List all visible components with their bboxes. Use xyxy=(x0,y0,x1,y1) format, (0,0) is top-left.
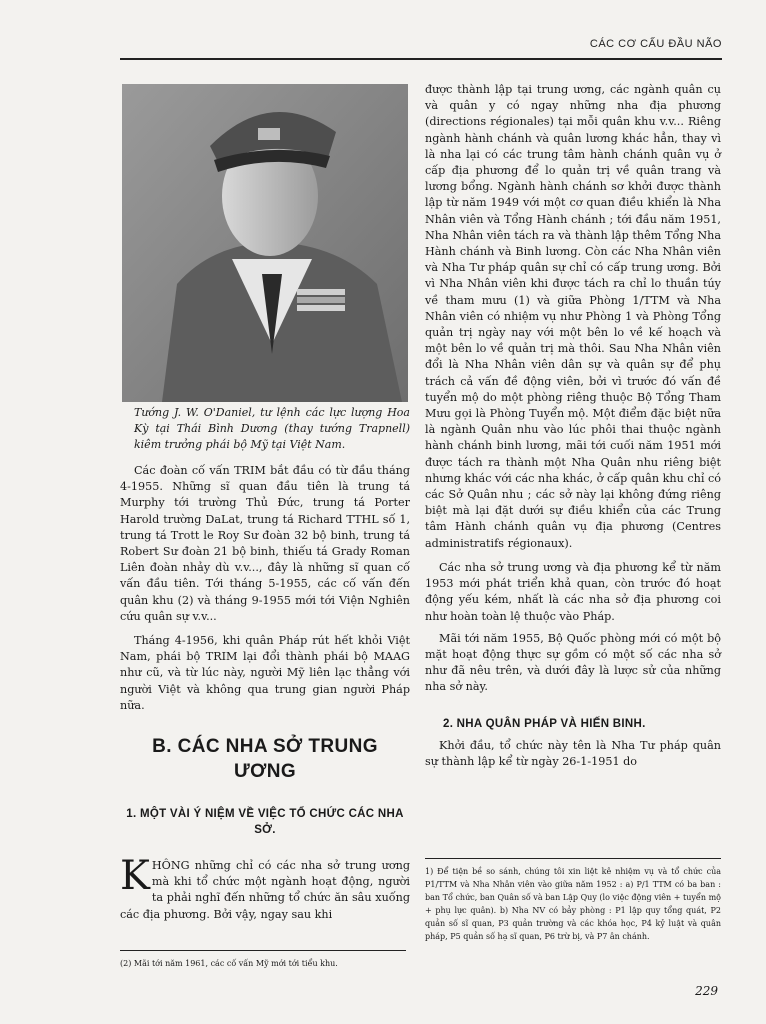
right-footnote-block xyxy=(425,848,721,943)
right-column xyxy=(425,82,721,770)
right-footnote-rule xyxy=(425,858,721,859)
left-footnote: (2) Mãi tới năm 1961, các cố vấn Mỹ mới tới tiểu khu. xyxy=(120,959,338,968)
header-rule xyxy=(120,58,722,60)
left-paragraph-2: Tháng 4-1956, khi quân Pháp rút hết khỏi Việt Nam, phái bộ TRIM lại đổi thành phái bộ MAAG như cũ, và từ lúc này, người Mỹ liên lạc thẳng với người Việt và không qua trung gian người Pháp nữa. xyxy=(120,634,410,712)
left-footnote-block xyxy=(120,940,406,970)
left-paragraph-3 xyxy=(120,853,410,923)
left-column xyxy=(120,84,410,923)
right-footnote: 1) Để tiện bề so sánh, chúng tôi xin liệt kê nhiệm vụ và tổ chức của P1/TTM và Nha Nhân viên vào giữa năm 1952 : a) P/1 TTM có ba ban : ban Tổ chức, ban Quân số và ban Lập Quy (lo việc động viên + tuyển mộ + phụ lực quân). b) Nha NV có bảy phòng : P1 lập quy tổng quát, P2 quản số sĩ quan, P3 quản trường và các khóa học, P4 kỷ luật và quân pháp, P5 quản số hạ sĩ quan, P6 trừ bị, và P7 ân chánh. xyxy=(425,867,721,941)
left-footnote-rule xyxy=(120,950,406,951)
portrait-photo xyxy=(122,84,408,402)
portrait-photo-illustration xyxy=(122,84,408,402)
page-number: 229 xyxy=(695,984,718,998)
photo-caption: Tướng J. W. O'Daniel, tư lệnh các lực lượng Hoa Kỳ tại Thái Bình Dương (thay tướng Trapnell) kiêm trưởng phái bộ Mỹ tại Việt Nam. xyxy=(134,406,410,451)
right-paragraph-3: Mãi tới năm 1955, Bộ Quốc phòng mới có một bộ mặt hoạt động thực sự gồm có một số các nha sở như đã nêu trên, và dưới đây là lược sử của những nha sở này. xyxy=(425,631,721,694)
running-header: CÁC CƠ CẤU ĐẦU NÃO xyxy=(589,38,722,50)
right-paragraph-1: được thành lập tại trung ương, các ngành quân cụ và quân y có ngay những nha địa phương (directions régionales) tại mỗi quân khu v.v... Riêng ngành hành chánh và quân lương khác hẳn, thay vì là nha lại có các trung tâm hành chánh quân vụ ở cấp địa phương để lo quản trị về quân trang và lương bổng. Ngành hành chánh sơ khởi được thành lập từ năm 1949 với một cơ quan điều khiển là Nha Nhân viên và Tổng Hành chánh ; tới đầu năm 1951, Nha Nhân viên tách ra và thành lập thêm Tổng Nha Hành chánh và Binh lương. Còn các Nha Nhân viên và Nha Tư pháp quân sự chỉ có cấp trung ương. Bởi vì Nha Nhân viên khi được tách ra chỉ lo thuần túy về tham mưu (1) và giữa Phòng 1/TTM và Nha Nhân viên có nhiệm vụ như Phòng 1 và Phòng Tổng quản trị ngày nay với một bên lo về kế hoạch và một bên lo về quản trị mà thôi. Sau Nha Nhân viên đổi là Nha Nhân viên dân sự và quân sự để phụ trách cả vấn đề động viên, bởi vì trước đó vấn đề tuyển mộ do một phòng riêng thuộc Bộ Tổng Tham Mưu gọi là Phòng Tuyển mộ. Một điểm đặc biệt nữa là ngành Quân nhu vào lúc phôi thai thuộc ngành hành chánh binh lương, mãi tới cuối năm 1951 mới được tách ra thành một Nha Quân nhu riêng biệt nhưng khác với các nha khác, ở cấp quân khu chỉ có các Sở Quân nhu ; các sở này lại không đứng riêng biệt mà lại đặt dưới sự điều khiển của các Trung tâm Hành chánh quân vụ địa phương (Centres administratifs régionaux). xyxy=(425,83,721,550)
right-paragraph-4: Khởi đầu, tổ chức này tên là Nha Tư pháp quân sự thành lập kể từ ngày 26-1-1951 do xyxy=(425,738,721,768)
left-paragraph-1: Các đoàn cố vấn TRIM bắt đầu có từ đầu tháng 4-1955. Những sĩ quan đầu tiên là trung tá Murphy tới trường Thủ Đức, trung tá Porter Harold trường DaLat, trung tá Richard TTHL số 1, trung tá Trott le Roy Sư đoàn 32 bộ binh, trung tá Robert Sư đoàn 21 bộ binh, thiếu tá Grady Roman Liên đoàn nhảy dù v.v..., đây là những sĩ quan cố vấn đầu tiên. Tới tháng 5-1955, các cố vấn đến quân khu (2) và tháng 9-1955 mới tới Viện Nghiên cứu quân sự v.v... xyxy=(120,464,410,623)
subsection-2-heading: 2. NHA QUÂN PHÁP VÀ HIẾN BINH. xyxy=(443,717,646,730)
drop-cap: K xyxy=(120,853,150,900)
subsection-1-heading: 1. MỘT VÀI Ý NIỆM VỀ VIỆC TỔ CHỨC CÁC NHA SỞ. xyxy=(126,808,404,837)
left-paragraph-3-text: HÔNG những chỉ có các nha sở trung ương mà khi tổ chức một ngành hoạt động, người ta phải nghĩ đến những tổ chức ăn sâu xuống các địa phương. Bởi vậy, ngay sau khi xyxy=(120,859,410,921)
right-paragraph-2: Các nha sở trung ương và địa phương kể từ năm 1953 mới phát triển khả quan, còn trước đó hoạt động yếu kém, nhất là các nha sở địa phương coi như hoàn toàn lệ thuộc vào Pháp. xyxy=(425,560,721,623)
section-b-heading: B. CÁC NHA SỞ TRUNG ƯƠNG xyxy=(152,736,378,783)
